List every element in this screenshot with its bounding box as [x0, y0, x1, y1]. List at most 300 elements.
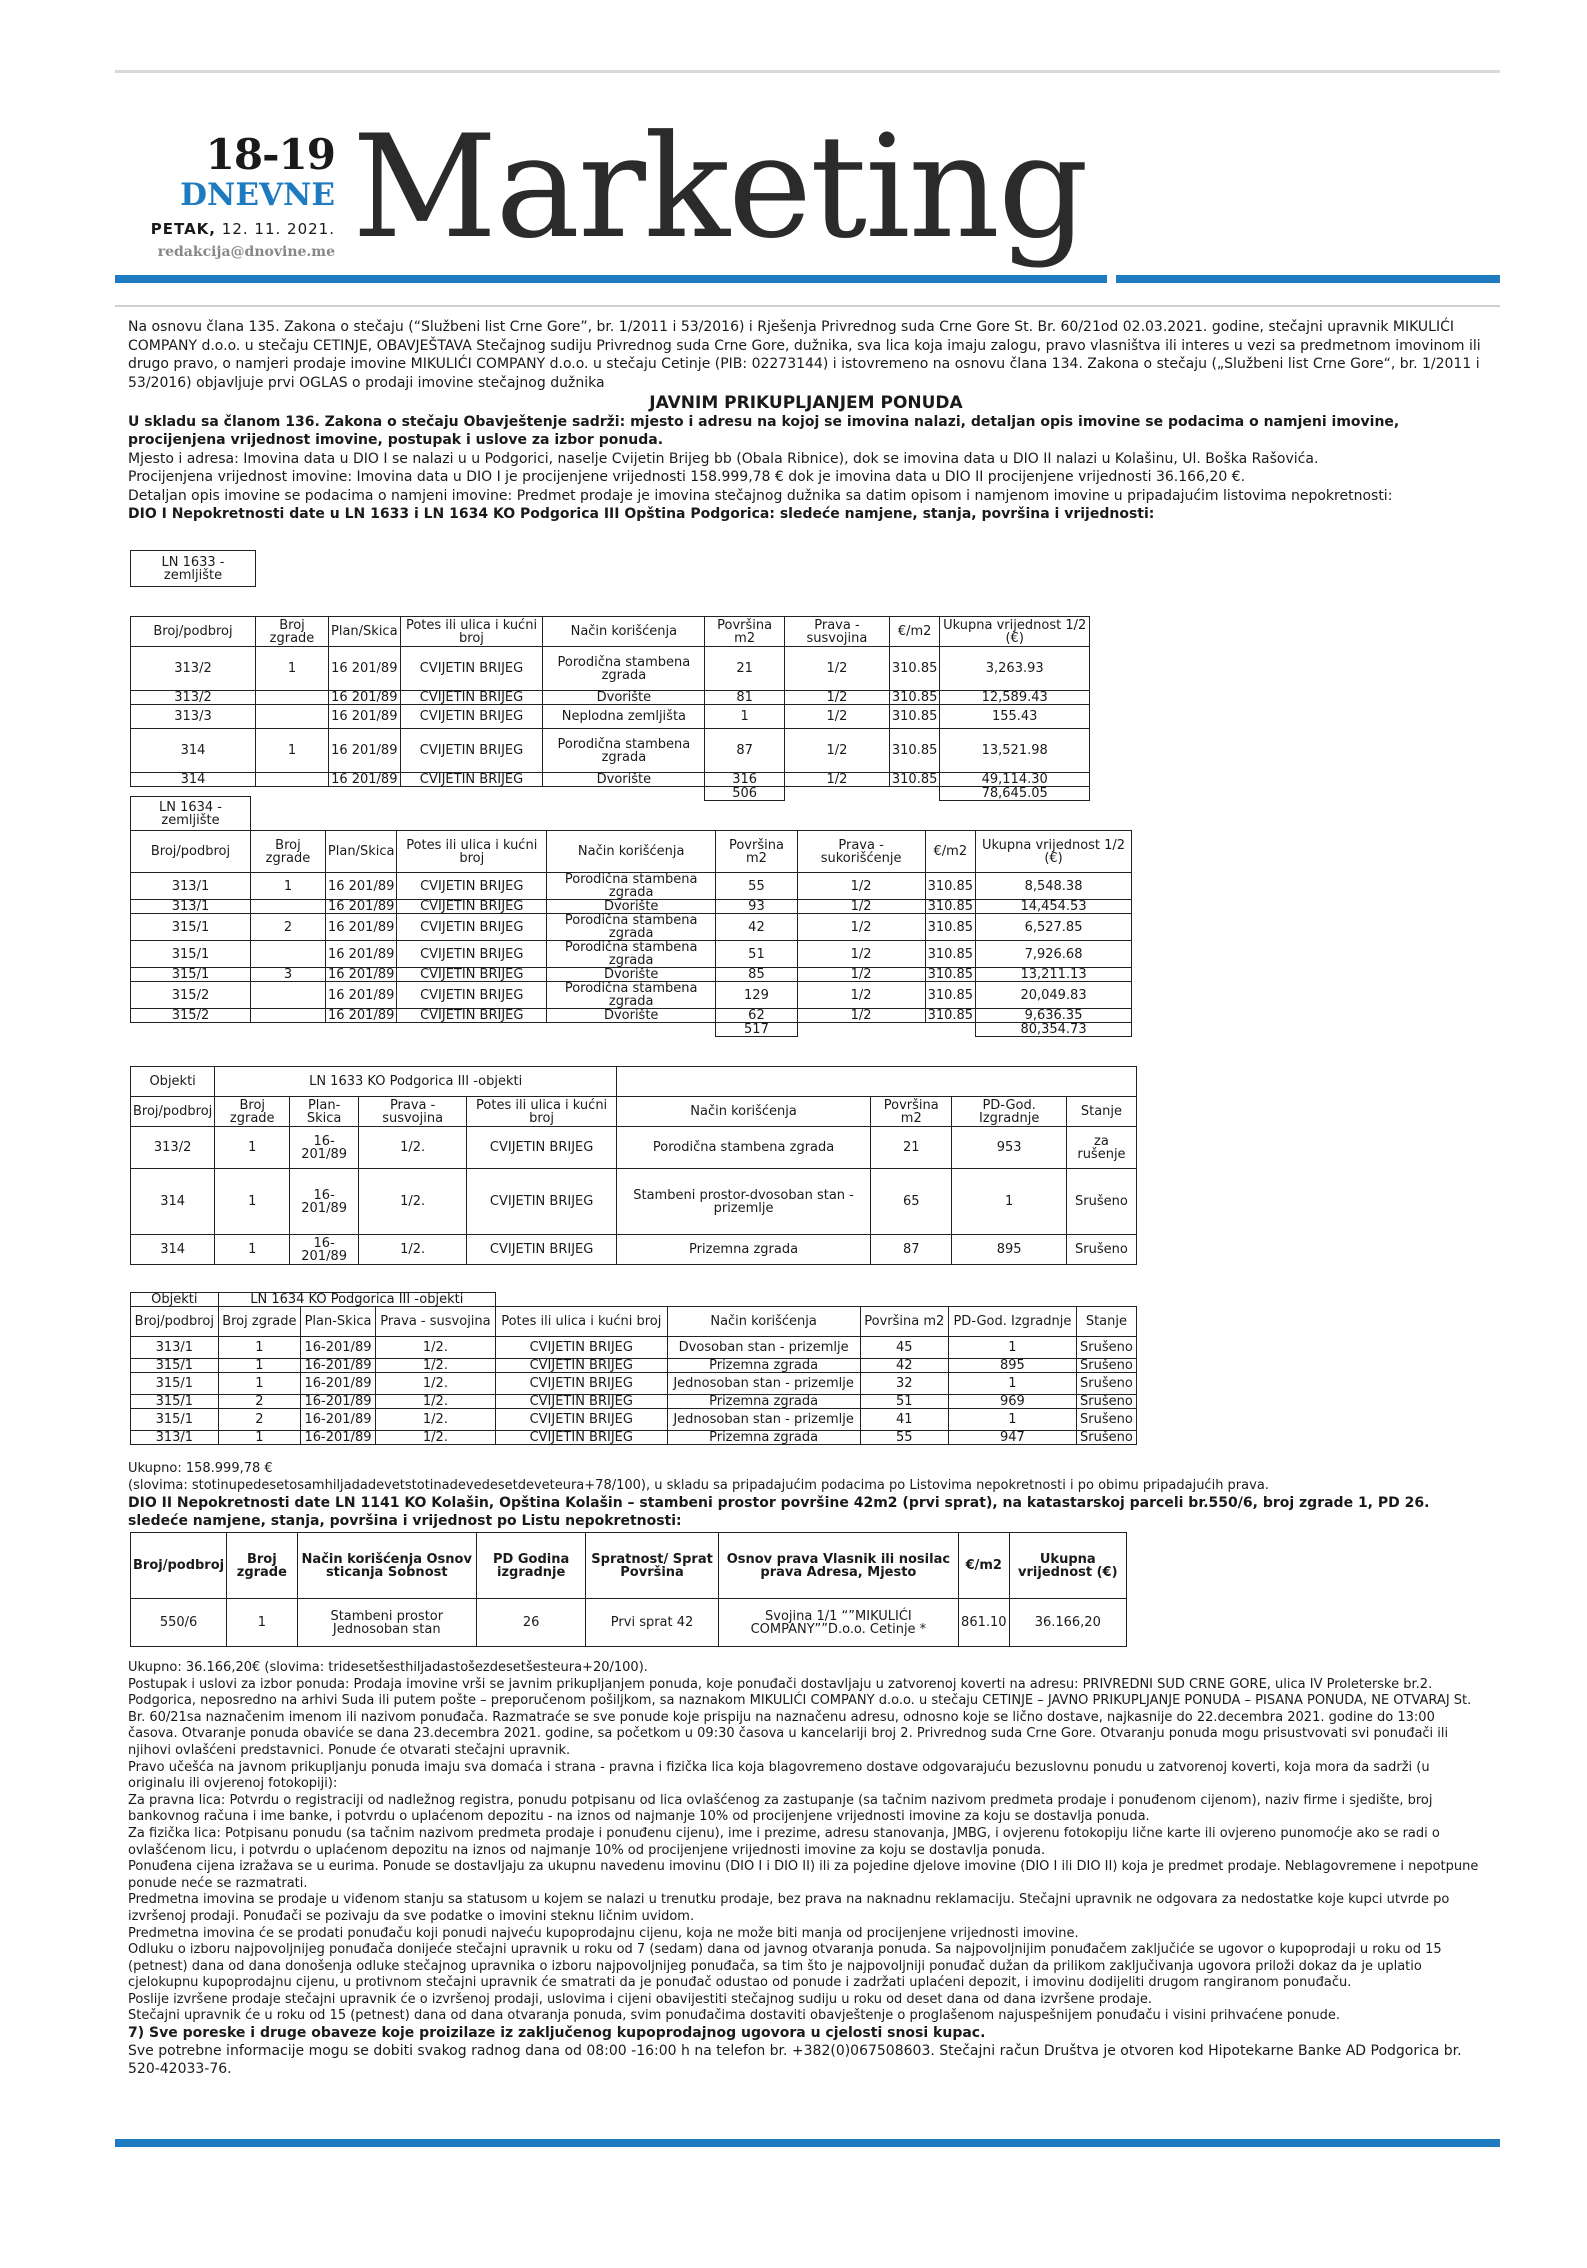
total-area-cell: 506 — [705, 787, 785, 801]
table-row — [131, 1409, 1137, 1431]
part-two-total: Ukupno: 36.166,20€ (slovima: tridesetšesthiljadastošezdesetšesteura+20/100). — [128, 1660, 648, 1675]
table-cell: 315/2 — [131, 982, 251, 1009]
table-cell: Neplodna zemljišta — [543, 705, 705, 729]
location-paragraph: Mjesto i adresa: Imovina data u DIO I se nalazi u u Podgorici, naselje Cvijetin Brijeg bb (Obala Ribnice), dok se imovina data u DIO II nalazi u Kolašinu, Ul. Boška Rašovića. — [128, 450, 1319, 467]
procedure-paragraph: Postupak i uslovi za izbor ponuda: Prodaja imovine vrši se javnim prikupljanjem ponuda, koje ponuđači dostavljaju u zatvorenoj koverti na adresu: PRIVREDNI SUD CRNE GORE, ulica IV Proleterske br.2. Podgorica, neposredno na arhivi Suda ili putem pošte – preporučenom pošiljkom, sa naznakom MIKULIĆI COMPANY d.o.o. u stečaju CETINJE – JAVNO PRIKUPLJANJE PONUDA – PISANA PONUDA, NE OTVARAJ St. Br. 60/21sa naznačenim imenom ili nazivom ponuđača. Razmatraće se sve ponude koje prispiju na naznačenu adresu, odnosno koje se lično dostave, najkasnije do 22.decembra 2021. godine do 13:00 časova. Otvaranje ponuda obaviće se dana 23.decembra 2021. godine, sa početkom u 09:30 časova u kancelariji broj 2. Privrednog suda Crne Gore. Otvaranju ponuda mogu prisustvovati svi ponuđači ili njihovi ovlašćeni predstavnici. Ponude će otvarati stečajni upravnik. — [128, 1676, 1472, 1758]
table-cell: Dvorište — [543, 691, 705, 705]
table-cell: 16 201/89 — [325, 1009, 397, 1023]
table-cell: 1 — [949, 1337, 1077, 1359]
table-cell: Prizemna zgrada — [667, 1359, 860, 1373]
column-header: Broj zgrade — [218, 1307, 300, 1337]
table-cell: CVIJETIN BRIJEG — [467, 1127, 617, 1169]
table-cell: CVIJETIN BRIJEG — [400, 773, 543, 787]
table-cell: 1/2 — [797, 873, 925, 900]
table-cell: 41 — [860, 1409, 948, 1431]
table-cell: Prizemna zgrada — [617, 1235, 871, 1265]
table-caption-left: Objekti — [131, 1067, 215, 1097]
table-cell: 1/2 — [797, 941, 925, 968]
table-cell: 895 — [952, 1235, 1066, 1265]
table-cell: 310.85 — [889, 773, 940, 787]
column-header: Prava - sukorišćenje — [797, 831, 925, 873]
table-cell: 26 — [476, 1599, 585, 1647]
table-cell: 51 — [716, 941, 797, 968]
table-cell — [251, 982, 326, 1009]
table-cell: 16 201/89 — [325, 900, 397, 914]
table-cell: 32 — [860, 1373, 948, 1395]
table-cell — [251, 1009, 326, 1023]
table-cell: 1/2 — [797, 982, 925, 1009]
valuation-paragraph: Procijenjena vrijednost imovine: Imovina data u DIO I je procijenjene vrijednosti 158.999,78 € dok je imovina data u DIO II procijenjene vrijednosti 36.166,20 €. — [128, 469, 1246, 485]
table-cell: 16-201/89 — [290, 1127, 359, 1169]
table-cell: 16-201/89 — [290, 1235, 359, 1265]
header-rule-right — [1116, 275, 1500, 283]
column-header: Ukupna vrijednost (€) — [1009, 1533, 1126, 1599]
table-cell: 81 — [705, 691, 785, 705]
notification-paragraph: Stečajni upravnik će u roku od 15 (petnest) dana od dana otvaranja ponuda, svim ponuđačima dostaviti obavještenje o proglašenom najuspešnijem ponuđaču i visini prihvaćene ponude. — [128, 2008, 1340, 2024]
table-cell: CVIJETIN BRIJEG — [467, 1235, 617, 1265]
table-cell: CVIJETIN BRIJEG — [400, 705, 543, 729]
table-row — [131, 1599, 1127, 1647]
table-cell: 93 — [716, 900, 797, 914]
total-value-cell: 78,645.05 — [940, 787, 1090, 801]
table-cell: 85 — [716, 968, 797, 982]
table-cell: 1/2 — [797, 914, 925, 941]
column-header: Broj/podbroj — [131, 1097, 215, 1127]
table-cell: 1/2. — [375, 1431, 495, 1445]
part-two-paragraph: DIO II Nepokretnosti date LN 1141 KO Kolašin, Opština Kolašin – stambeni prostor površine 42m2 (prvi sprat), na katastarskoj parceli br.550/6, broj zgrade 1, PD 26. sledeće namjene, stanja, površina i vrijednost po Listu nepokretnosti: — [128, 1495, 1430, 1530]
content-top-rule — [115, 305, 1500, 307]
footer-rule — [115, 2139, 1500, 2147]
table-cell: Srušeno — [1066, 1235, 1136, 1265]
table-cell: 310.85 — [925, 941, 976, 968]
table-cell: CVIJETIN BRIJEG — [397, 1009, 547, 1023]
table-cell: 310.85 — [925, 982, 976, 1009]
table-cell: 314 — [131, 1235, 215, 1265]
table-cell: CVIJETIN BRIJEG — [495, 1373, 667, 1395]
table-cell: 20,049.83 — [976, 982, 1132, 1009]
table-cell: 310.85 — [889, 729, 940, 773]
table-cell: 16 201/89 — [325, 968, 397, 982]
column-header: PD Godina izgradnje — [476, 1533, 585, 1599]
column-header: Prava - susvojina — [359, 1097, 467, 1127]
table-cell: 8,548.38 — [976, 873, 1132, 900]
table-cell: 315/1 — [131, 1359, 219, 1373]
table-cell: 12,589.43 — [940, 691, 1090, 705]
column-header: Potes ili ulica i kućni broj — [467, 1097, 617, 1127]
table-row — [131, 1395, 1137, 1409]
table-cell: 1 — [218, 1359, 300, 1373]
column-header: Broj/podbroj — [131, 1307, 219, 1337]
table-cell: Svojina 1/1 “”MIKULIĆI COMPANY””D.o.o. Cetinje * — [718, 1599, 958, 1647]
table-cell: CVIJETIN BRIJEG — [400, 647, 543, 691]
table-cell: CVIJETIN BRIJEG — [397, 914, 547, 941]
table-cell: 2 — [218, 1409, 300, 1431]
table-cell: 14,454.53 — [976, 900, 1132, 914]
table-cell: 310.85 — [925, 914, 976, 941]
table-cell: CVIJETIN BRIJEG — [397, 941, 547, 968]
table-cell: 315/1 — [131, 968, 251, 982]
header-row — [131, 617, 1090, 647]
table-row — [131, 647, 1090, 691]
column-header: €/m2 — [925, 831, 976, 873]
table-cell: 315/2 — [131, 1009, 251, 1023]
table-cell: 16 201/89 — [325, 873, 397, 900]
table-cell: 313/2 — [131, 691, 256, 705]
table-cell: Porodična stambena zgrada — [617, 1127, 871, 1169]
table-cell: 16 201/89 — [325, 941, 397, 968]
table-cell: 21 — [705, 647, 785, 691]
table-cell: 1/2. — [375, 1373, 495, 1395]
description-paragraph: Detaljan opis imovine se podacima o namjeni imovine: Predmet prodaje je imovina stečajnog dužnika sa datim opisom i namjenom imovine u pripadajućim listovima nepokretnosti: — [128, 487, 1393, 504]
table-cell: Stambeni prostor-dvosoban stan -prizemlje — [617, 1169, 871, 1235]
table-cell: Dvorište — [547, 1009, 716, 1023]
column-header: Prava - susvojina — [785, 617, 890, 647]
column-header: Potes ili ulica i kućni broj — [495, 1307, 667, 1337]
notice-conditions — [128, 1660, 1484, 2078]
table-cell: 310.85 — [889, 705, 940, 729]
section-title: Marketing — [352, 105, 1087, 270]
table-cell: 310.85 — [925, 900, 976, 914]
table-cell: 16 201/89 — [329, 729, 401, 773]
column-header: PD-God. Izgradnje — [952, 1097, 1066, 1127]
table-caption-right: LN 1633 KO Podgorica III -objekti — [215, 1067, 617, 1097]
column-header: Potes ili ulica i kućni broj — [397, 831, 547, 873]
part-one-total — [128, 1461, 1484, 1530]
table-cell: 1 — [215, 1127, 290, 1169]
issue-date — [140, 219, 335, 239]
table-cell: Srušeno — [1076, 1395, 1136, 1409]
table-caption: LN 1633 - zemljište — [131, 551, 256, 587]
column-header: €/m2 — [959, 1533, 1010, 1599]
table-cell: 313/1 — [131, 900, 251, 914]
table-cell: Stambeni prostor Jednosoban stan — [297, 1599, 476, 1647]
table-cell: Srušeno — [1076, 1359, 1136, 1373]
table-cell: 550/6 — [131, 1599, 227, 1647]
table-cell — [256, 705, 329, 729]
table-cell: 16 201/89 — [329, 773, 401, 787]
table-cell: 315/1 — [131, 914, 251, 941]
total-area-cell: 517 — [716, 1023, 797, 1037]
header-row — [131, 1307, 1137, 1337]
column-header: Broj zgrade — [256, 617, 329, 647]
table-cell: 16-201/89 — [301, 1373, 376, 1395]
table-cell: Porodična stambena zgrada — [547, 914, 716, 941]
table-cell: 21 — [871, 1127, 952, 1169]
table-cell: 1/2 — [785, 647, 890, 691]
ln1141-table — [130, 1532, 1127, 1647]
table-cell: Porodična stambena zgrada — [547, 982, 716, 1009]
contact-paragraph: Sve potrebne informacije mogu se dobiti svakog radnog dana od 08:00 -16:00 h na telefon br. +382(0)067508603. Stečajni račun Društva je otvoren kod Hipotekarne Banke AD Podgorica br. 520-42033-76. — [128, 2042, 1462, 2077]
table-row — [131, 982, 1132, 1009]
table-cell: CVIJETIN BRIJEG — [400, 729, 543, 773]
legal-entities-paragraph: Za pravna lica: Potvrdu o registraciji od nadležnog registra, ponudu potpisanu od lica ovlašćenog za zastupanje (sa tačnim nazivom predmeta prodaje i ponuđenom cijenom), naziv firme i sjedište, broj bankovnog računa i ime banke, i potvrdu o uplaćenom depozitu - na iznos od najmanje 10% od procijenjene vrijednosti imovine za koju se dostavlja ponuda. — [128, 1792, 1433, 1825]
column-header: Način korišćenja — [617, 1097, 871, 1127]
column-header: Površina m2 — [871, 1097, 952, 1127]
highest-bid-paragraph: Predmetna imovina će se prodati ponuđaču koji ponudi najveću kupoprodajnu cijenu, koja ne može biti manja od procijenjene vrijednosti imovine. — [128, 1925, 1079, 1941]
column-header: Način korišćenja — [667, 1307, 860, 1337]
table-cell: Srušeno — [1076, 1409, 1136, 1431]
condition-paragraph: Predmetna imovina se prodaje u viđenom stanju sa statusom u kojem se nalazi u trenutku prodaje, bez prava na naknadnu reklamaciju. Stečajni upravnik ne odgovara za nedostatke koje kupci utvrde po izvršenoj prodaji. Ponuđači se pozivaju da sve podatke o imovini steknu ličnim uvidom. — [128, 1892, 1450, 1924]
table-row — [131, 914, 1132, 941]
table-row — [131, 1169, 1137, 1235]
top-rule — [115, 70, 1500, 73]
table-cell: 87 — [705, 729, 785, 773]
table-cell: 313/1 — [131, 1337, 219, 1359]
table-cell: 155.43 — [940, 705, 1090, 729]
individuals-paragraph: Za fizička lica: Potpisanu ponudu (sa tačnim nazivom predmeta prodaje i ponuđenu cijenu), ime i prezime, adresu stanovanja, JMBG, i ovjerenu fotokopiju lične karte ili ovjereno punomoćje ako se radi o ovlašćenom licu, i potvrdu o uplaćenom depozitu na iznos od najmanje 10% od procijenjene vrijednosti imovine za koju se dostavlja ponuda. — [128, 1825, 1440, 1858]
table-cell: Prizemna zgrada — [667, 1395, 860, 1409]
table-cell: za rušenje — [1066, 1127, 1136, 1169]
table-cell: Porodična stambena zgrada — [547, 873, 716, 900]
column-header: Površina m2 — [716, 831, 797, 873]
column-header: Stanje — [1066, 1097, 1136, 1127]
table-cell: 1 — [251, 873, 326, 900]
table-cell: 314 — [131, 1169, 215, 1235]
price-paragraph: Ponuđena cijena izražava se u eurima. Ponude se dostavljaju za ukupnu navedenu imovinu (DIO I i DIO II) ili za pojedine djelove imovine (DIO I ili DIO II) koja je predmet prodaje. Neblagovremene i nepotpune ponude neće se razmatrati. — [128, 1859, 1479, 1891]
table-cell: 1 — [215, 1169, 290, 1235]
table-cell: 45 — [860, 1337, 948, 1359]
page-numbers: 18-19 — [205, 130, 335, 179]
table-cell: 16 201/89 — [329, 691, 401, 705]
decision-paragraph: Odluku o izboru najpovoljnijeg ponuđača donijeće stečajni upravnik u roku od 7 (sedam) dana od javnog otvaranja ponuda. Sa najpovoljnijim ponuđačem zaključiće se ugovor o kupoprodaji u roku od 15 (petnest) dana od dana donošenja odluke stečajnog upravnika o izboru najpovoljnijeg ponuđača, sa tim što je najpovoljniji ponuđač dužan da prilikom zaključivanja ugovora priloži dokaz da je uplatio cjelokupnu kupoprodajnu cijenu, u protivnom stečajni upravnik će smatrati da je ponuđač odustao od ponude i zadržati uplaćeni depozit, i imovinu dodijeliti drugom rangiranom ponuđaču. — [128, 1942, 1442, 1991]
table-cell: 1/2. — [375, 1395, 495, 1409]
table-cell: 315/1 — [131, 1373, 219, 1395]
table-row — [131, 1337, 1137, 1359]
column-header: Broj/podbroj — [131, 831, 251, 873]
table-cell: Srušeno — [1076, 1337, 1136, 1359]
column-header: Plan-Skica — [290, 1097, 359, 1127]
table-cell: 1 — [952, 1169, 1066, 1235]
table-cell — [256, 691, 329, 705]
table-cell: 315/1 — [131, 941, 251, 968]
column-header: Površina m2 — [860, 1307, 948, 1337]
contents-paragraph: U skladu sa članom 136. Zakona o stečaju Obavještenje sadrži: mjesto i adresu na kojoj se imovina nalazi, detaljan opis imovine se podacima o namjeni imovine, procijenjena vrijednost imovine, postupak i uslove za izbor ponuda. — [128, 413, 1400, 448]
table-cell: 316 — [705, 773, 785, 787]
table-cell: 13,211.13 — [976, 968, 1132, 982]
table-cell: CVIJETIN BRIJEG — [400, 691, 543, 705]
table-cell: 1 — [256, 729, 329, 773]
table-cell: 2 — [251, 914, 326, 941]
part-one-total-value: Ukupno: 158.999,78 € — [128, 1461, 273, 1476]
issue-date-value: 12. 11. 2021. — [221, 220, 335, 238]
table-cell: 51 — [860, 1395, 948, 1409]
table-cell: 16 201/89 — [329, 647, 401, 691]
table-cell: Prvi sprat 42 — [586, 1599, 718, 1647]
table-cell: 55 — [716, 873, 797, 900]
column-header: Spratnost/ Sprat Površina — [586, 1533, 718, 1599]
table-cell: 1/2 — [797, 1009, 925, 1023]
table-cell: 2 — [218, 1395, 300, 1409]
table-cell: 9,636.35 — [976, 1009, 1132, 1023]
table-cell: Porodična stambena zgrada — [543, 729, 705, 773]
table-cell: Dvorište — [543, 773, 705, 787]
table-row — [131, 873, 1132, 900]
table-cell: 310.85 — [925, 873, 976, 900]
column-header: €/m2 — [889, 617, 940, 647]
table-cell: 16-201/89 — [301, 1431, 376, 1445]
table-row — [131, 1009, 1132, 1023]
table-cell: 1/2. — [359, 1127, 467, 1169]
table-cell: 314 — [131, 773, 256, 787]
table-cell: 1/2 — [785, 691, 890, 705]
table-cell: 1/2 — [785, 705, 890, 729]
table-cell: CVIJETIN BRIJEG — [495, 1359, 667, 1373]
table-cell: 16-201/89 — [301, 1409, 376, 1431]
table-row — [131, 1359, 1137, 1373]
table-row — [131, 1373, 1137, 1395]
part-one-total-words: (slovima: stotinupedesetosamhiljadadevetstotinadevedesetdeveteura+78/100), u skladu sa pripadajućim podacima po Listovima nepokretnosti i po obimu pripadajućih prava. — [128, 1477, 1269, 1493]
column-header: Prava - susvojina — [375, 1307, 495, 1337]
table-caption-right: LN 1634 KO Podgorica III -objekti — [218, 1293, 495, 1307]
table-row — [131, 773, 1090, 787]
table-cell: 1/2. — [359, 1169, 467, 1235]
table-cell: 1/2 — [797, 968, 925, 982]
table-cell: 1 — [949, 1409, 1077, 1431]
table-cell: 861.10 — [959, 1599, 1010, 1647]
table-cell: CVIJETIN BRIJEG — [397, 968, 547, 982]
newspaper-logo: DNEVNE — [180, 177, 335, 213]
table-row — [131, 941, 1132, 968]
table-cell: 1 — [256, 647, 329, 691]
table-cell: 313/1 — [131, 1431, 219, 1445]
table-cell: 1 — [218, 1337, 300, 1359]
table-cell: CVIJETIN BRIJEG — [495, 1431, 667, 1445]
column-header: Način korišćenja — [543, 617, 705, 647]
table-row — [131, 900, 1132, 914]
column-header: Broj zgrade — [227, 1533, 297, 1599]
table-cell: 1 — [227, 1599, 297, 1647]
table-cell: CVIJETIN BRIJEG — [467, 1169, 617, 1235]
table-cell: Srušeno — [1066, 1169, 1136, 1235]
table-cell: 953 — [952, 1127, 1066, 1169]
table-caption-left: Objekti — [131, 1293, 219, 1307]
editorial-email: redakcija@dnovine.me — [157, 244, 335, 260]
table-cell: 16-201/89 — [301, 1337, 376, 1359]
column-header: Broj zgrade — [251, 831, 326, 873]
column-header: Način korišćenja Osnov sticanja Sobnost — [297, 1533, 476, 1599]
notice-intro — [128, 318, 1484, 524]
table-cell: 3 — [251, 968, 326, 982]
table-cell: CVIJETIN BRIJEG — [495, 1337, 667, 1359]
column-header: Stanje — [1076, 1307, 1136, 1337]
table-cell: 16 201/89 — [325, 914, 397, 941]
column-header: Plan-Skica — [301, 1307, 376, 1337]
table-cell: 16 201/89 — [325, 982, 397, 1009]
column-header: Broj/podbroj — [131, 1533, 227, 1599]
table-cell: Dvorište — [547, 900, 716, 914]
table-cell: 313/1 — [131, 873, 251, 900]
column-header: Plan/Skica — [329, 617, 401, 647]
column-header: Ukupna vrijednost 1/2 (€) — [976, 831, 1132, 873]
column-header: PD-God. Izgradnje — [949, 1307, 1077, 1337]
report-paragraph: Poslije izvršene prodaje stečajni upravnik će o izvršenoj prodaji, uslovima i cijeni obavijestiti stečajnog sudiju u roku od deset dana od dana izvršene prodaje. — [128, 1991, 1152, 2007]
column-header: Potes ili ulica i kućni broj — [400, 617, 543, 647]
table-cell: Porodična stambena zgrada — [543, 647, 705, 691]
table-cell: Dvorište — [547, 968, 716, 982]
table-cell: CVIJETIN BRIJEG — [397, 982, 547, 1009]
header-row — [131, 1533, 1127, 1599]
table-cell: 1 — [949, 1373, 1077, 1395]
column-header: Površina m2 — [705, 617, 785, 647]
table-cell: 310.85 — [925, 968, 976, 982]
table-cell: Jednosoban stan - prizemlje — [667, 1373, 860, 1395]
table-cell: 55 — [860, 1431, 948, 1445]
table-cell: 314 — [131, 729, 256, 773]
table-cell: Prizemna zgrada — [667, 1431, 860, 1445]
table-row — [131, 1127, 1137, 1169]
ln1633-land-table — [130, 550, 1090, 801]
table-cell: 87 — [871, 1235, 952, 1265]
table-cell: CVIJETIN BRIJEG — [397, 873, 547, 900]
table-cell: 1/2. — [375, 1337, 495, 1359]
taxes-paragraph: 7) Sve poreske i druge obaveze koje proizilaze iz zaključenog kupoprodajnog ugovora u cjelosti snosi kupac. — [128, 2025, 986, 2042]
table-cell: Porodična stambena zgrada — [547, 941, 716, 968]
table-cell: 1 — [218, 1431, 300, 1445]
table-cell: 6,527.85 — [976, 914, 1132, 941]
table-row — [131, 691, 1090, 705]
ln1634-buildings-table — [130, 1292, 1137, 1445]
table-row — [131, 705, 1090, 729]
table-cell: CVIJETIN BRIJEG — [495, 1409, 667, 1431]
table-caption: LN 1634 - zemljište — [131, 797, 251, 831]
column-header: Način korišćenja — [547, 831, 716, 873]
table-cell: 1/2. — [359, 1235, 467, 1265]
table-cell: 310.85 — [889, 691, 940, 705]
table-cell — [256, 773, 329, 787]
column-header: Osnov prava Vlasnik ili nosilac prava Adresa, Mjesto — [718, 1533, 958, 1599]
table-cell: CVIJETIN BRIJEG — [397, 900, 547, 914]
table-row — [131, 729, 1090, 773]
table-cell: 49,114.30 — [940, 773, 1090, 787]
table-cell: 310.85 — [889, 647, 940, 691]
table-cell: 315/1 — [131, 1395, 219, 1409]
table-cell: 1 — [218, 1373, 300, 1395]
eligibility-paragraph: Pravo učešća na javnom prikupljanju ponuda imaju sva domaća i strana - pravna i fizička lica koja blagovremeno dostave odgovarajuću bezuslovnu ponudu u zatvorenoj koverti, koja mora da sadrži (u originalu ili ovjerenoj fotokopiji): — [128, 1759, 1430, 1792]
table-cell: 65 — [871, 1169, 952, 1235]
table-cell: 313/2 — [131, 1127, 215, 1169]
table-cell: 42 — [716, 914, 797, 941]
column-header: Ukupna vrijednost 1/2 (€) — [940, 617, 1090, 647]
part-one-paragraph: DIO I Nepokretnosti date u LN 1633 i LN 1634 KO Podgorica III Opština Podgorica: sledeće namjene, stanja, površina i vrijednosti: — [128, 506, 1155, 522]
table-cell: 313/2 — [131, 647, 256, 691]
table-cell: 42 — [860, 1359, 948, 1373]
header-row — [131, 831, 1132, 873]
table-cell: 16 201/89 — [329, 705, 401, 729]
total-value-cell: 80,354.73 — [976, 1023, 1132, 1037]
table-cell: Dvosoban stan - prizemlje — [667, 1337, 860, 1359]
table-cell: 1 — [215, 1235, 290, 1265]
table-cell: 3,263.93 — [940, 647, 1090, 691]
table-cell: 310.85 — [925, 1009, 976, 1023]
table-cell: 1/2. — [375, 1359, 495, 1373]
total-row — [131, 1023, 1132, 1037]
table-cell: 313/3 — [131, 705, 256, 729]
issue-day: PETAK, — [150, 220, 217, 238]
table-cell: 315/1 — [131, 1409, 219, 1431]
intro-paragraph: Na osnovu člana 135. Zakona o stečaju (“Službeni list Crne Gore”, br. 1/2011 i 53/2016) i Rješenja Privrednog suda Crne Gore St. Br. 60/21od 02.03.2021. godine, stečajni upravnik MIKULIĆI COMPANY d.o.o. u stečaju CETINJE, OBAVJEŠTAVA Stečajnog sudiju Privrednog suda Crne Gore, dužnika, sva lica koja imaju zalogu, pravo vlasništva ili interes u vezi sa predmetnom imovinom ili drugo pravo, o namjeri prodaje imovine MIKULIĆI COMPANY d.o.o. u stečaju Cetinje (PIB: 02273144) i istovremeno na osnovu člana 134. Zakona o stečaju („Službeni list Crne Gore“, br. 1/2011 i 53/2016) objavljuje prvi OGLAS o prodaji imovine stečajnog dužnika — [128, 319, 1481, 391]
table-cell: 7,926.68 — [976, 941, 1132, 968]
table-cell: Srušeno — [1076, 1373, 1136, 1395]
header-row — [131, 1097, 1137, 1127]
table-cell: 1/2 — [785, 729, 890, 773]
table-cell: 1/2 — [797, 900, 925, 914]
table-cell: 16-201/89 — [290, 1169, 359, 1235]
table-cell: Srušeno — [1076, 1431, 1136, 1445]
ln1633-buildings-table — [130, 1066, 1137, 1265]
table-cell: 1/2 — [785, 773, 890, 787]
table-cell: 129 — [716, 982, 797, 1009]
ln1634-land-table — [130, 796, 1132, 1037]
